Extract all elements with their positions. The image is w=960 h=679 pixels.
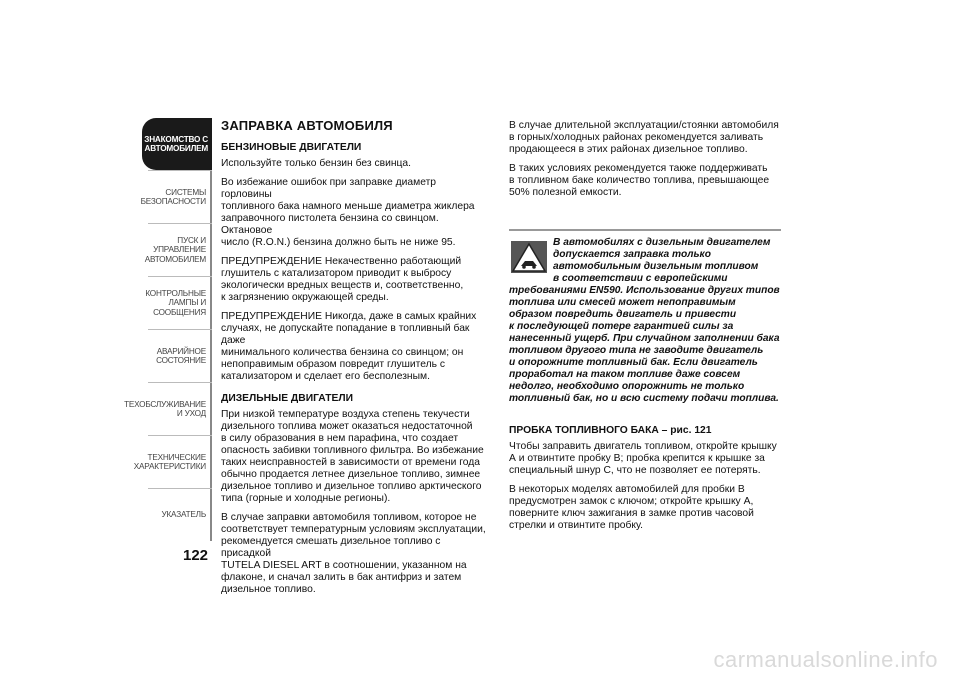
tab-label: ТЕХОБСЛУЖИВАНИЕ И УХОД	[124, 399, 206, 418]
section-heading-diesel: ДИЗЕЛЬНЫЕ ДВИГАТЕЛИ	[221, 393, 353, 404]
warning-line: недолго, необходимо опорожнить не только	[509, 381, 745, 392]
warning-line: образом повредить двигатель и привести	[509, 309, 737, 320]
tab-intro[interactable]	[142, 118, 212, 170]
left-column	[221, 120, 489, 603]
section-heading-fuel-cap: ПРОБКА ТОПЛИВНОГО БАКА – рис. 121	[509, 425, 712, 436]
warning-line: требованиями EN590. Использование других типов	[509, 285, 780, 296]
tab-label: АВАРИЙНОЕ СОСТОЯНИЕ	[156, 346, 206, 365]
paragraph: В некоторых моделях автомобилей для пробки В предусмотрен замок с ключом; откройте крышку А, поверните ключ зажигания в замке против часовой стрелки и отвинтите пробку.	[509, 484, 754, 531]
watermark: carmanualsonline.info	[713, 647, 938, 672]
warning-line: топлива или смесей может непоправимым	[509, 297, 736, 308]
tab-driving[interactable]	[140, 224, 212, 276]
tab-label: ТЕХНИЧЕСКИЕ ХАРАКТЕРИСТИКИ	[133, 452, 206, 471]
paragraph: Во избежание ошибок при заправке диаметр горловины топливного бака намного меньше диаметра жиклера заправочного пистолета бензина со свинцом. Октановое число (R.O.N.) бензина должно быть не ниже 95.	[221, 177, 475, 248]
paragraph: ПРЕДУПРЕЖДЕНИЕ Никогда, даже в самых крайних случаях, не допускайте попадание в топливный бак даже минимального количества бензина со свинцом; он непоправимым образом повредит глушитель с катализатором и сделает его бесполезным.	[221, 311, 477, 382]
page-title: ЗАПРАВКА АВТОМОБИЛЯ	[221, 118, 393, 133]
tab-index[interactable]	[140, 489, 212, 541]
warning-line: к последующей потере гарантией силы за	[509, 321, 734, 332]
fuel-cap-section	[509, 425, 781, 539]
chapter-tabs	[124, 118, 212, 541]
warning-line: В автомобилях с дизельным двигателем	[553, 237, 771, 248]
paragraph: В таких условиях рекомендуется также поддерживать в топливном баке количество топлива, превышающее 50% полезной емкости.	[509, 163, 770, 198]
tab-emergency[interactable]	[140, 330, 212, 382]
warning-triangle-icon	[511, 241, 547, 273]
warning-line: и опорожните топливный бак. Если двигатель	[509, 357, 758, 368]
warning-line: допускается заправка только	[553, 249, 711, 260]
warning-line: автомобильным дизельным топливом	[553, 261, 759, 272]
section-heading-petrol: БЕНЗИНОВЫЕ ДВИГАТЕЛИ	[221, 142, 362, 153]
tab-label: КОНТРОЛЬНЫЕ ЛАМПЫ И СООБЩЕНИЯ	[145, 288, 206, 317]
warning-line: нанесенный ущерб. При случайном заполнении бака	[509, 333, 780, 344]
tab-label: УКАЗАТЕЛЬ	[161, 510, 206, 520]
paragraph: В случае длительной эксплуатации/стоянки автомобиля в горных/холодных районах рекомендуется заливать продающееся в этих районах дизельное топливо.	[509, 120, 779, 155]
tab-maintenance[interactable]	[124, 383, 212, 435]
paragraph: Используйте только бензин без свинца.	[221, 158, 411, 169]
page-number: 122	[183, 547, 209, 564]
tab-label: ПУСК И УПРАВЛЕНИЕ АВТОМОБИЛЕМ	[144, 235, 206, 264]
paragraph: ПРЕДУПРЕЖДЕНИЕ Некачественно работающий глушитель с катализатором приводит к выбросу экологически вредных веществ и, соответственно, к загрязнению окружающей среды.	[221, 256, 464, 303]
tab-label: СИСТЕМЫ БЕЗОПАСНОСТИ	[140, 187, 206, 206]
paragraph: В случае заправки автомобиля топливом, которое не соответствует температурным условиям эксплуатации, рекомендуется смешать дизельное топливо с присадкой TUTELA DIESEL ART в соотношении, указанном на флаконе, и сначал залить в бак антифриз и затем дизельное топливо.	[221, 512, 486, 595]
paragraph: Чтобы заправить двигатель топливом, откройте крышку А и отвинтите пробку В; пробка крепится к крышке за специальный шнур С, что не позволяет ее потерять.	[509, 441, 777, 476]
warning-line: в соответствии с европейскими	[553, 273, 728, 284]
tab-specifications[interactable]	[133, 436, 212, 488]
tab-label: ЗНАКОМСТВО С АВТОМОБИЛЕМ	[144, 134, 208, 153]
tab-warning-lights[interactable]	[140, 277, 212, 329]
warning-line: топливом другого типа не заводите двигатель	[509, 345, 764, 356]
right-column	[509, 120, 781, 206]
paragraph: При низкой температуре воздуха степень текучести дизельного топлива может оказаться недостаточной в силу образования в нем парафина, что создает опасность забивки топливного фильтра. Во избежание таких неисправностей в зависимости от времени года обычно продается летнее дизельное топливо, зимнее дизельное топливо и дизельное топливо арктического типа (горные и холодные регионы).	[221, 409, 484, 504]
warning-box	[509, 229, 781, 405]
warning-line: топливный бак, но и всю систему подачи топлива.	[509, 393, 779, 404]
warning-line: проработал на таком топливе даже совсем	[509, 369, 741, 380]
tab-safety[interactable]	[140, 171, 212, 223]
warning-text	[509, 237, 781, 405]
